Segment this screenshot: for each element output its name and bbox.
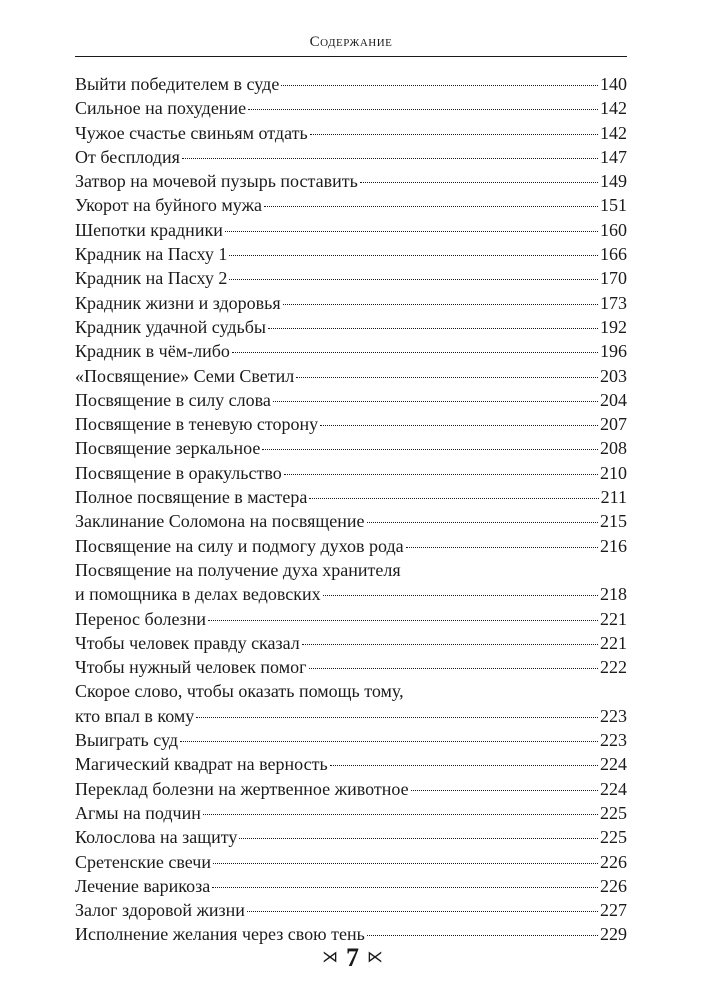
table-of-contents: [75, 72, 627, 947]
dot-leader: [262, 449, 598, 450]
toc-entry: [75, 266, 627, 290]
toc-entry-title: Чтобы нужный человек помог: [75, 657, 307, 678]
toc-entry-title: Колослова на защиту: [75, 827, 238, 848]
toc-entry-page: 224: [600, 754, 627, 775]
toc-entry-line: [75, 898, 627, 922]
toc-entry: [75, 72, 627, 96]
toc-entry-title: и помощника в делах ведовских: [75, 584, 321, 605]
toc-entry: [75, 339, 627, 363]
toc-entry-line: [75, 388, 627, 412]
toc-entry: [75, 242, 627, 266]
toc-entry-title: Переклад болезни на жертвенное животное: [75, 778, 409, 799]
toc-entry: [75, 436, 627, 460]
toc-entry: [75, 121, 627, 145]
toc-entry-line: [75, 72, 627, 96]
toc-entry-page: 147: [600, 146, 627, 167]
toc-entry: [75, 728, 627, 752]
toc-entry-page: 226: [600, 875, 627, 896]
dot-leader: [406, 547, 598, 548]
toc-entry-title: Залог здоровой жизни: [75, 900, 245, 921]
toc-entry: [75, 193, 627, 217]
toc-entry-line: [75, 266, 627, 290]
toc-entry-title: Сретенские свечи: [75, 851, 211, 872]
dot-leader: [225, 231, 598, 232]
dot-leader: [281, 85, 598, 86]
toc-entry-line: [75, 96, 627, 120]
toc-entry-line: [75, 534, 627, 558]
toc-entry-page: 166: [600, 244, 627, 265]
toc-entry-title: Выйти победителем в суде: [75, 74, 280, 94]
toc-entry: [75, 461, 627, 485]
dot-leader: [411, 790, 598, 791]
toc-entry: [75, 801, 627, 825]
toc-entry-page: 226: [600, 851, 627, 872]
toc-entry-line: [75, 193, 627, 217]
toc-entry-page: 142: [600, 98, 627, 119]
toc-entry-line: [75, 169, 627, 193]
toc-entry-line: [75, 364, 627, 388]
toc-entry: [75, 388, 627, 412]
toc-entry-title: Крадник удачной судьбы: [75, 316, 267, 337]
toc-entry-page: 204: [600, 389, 627, 410]
toc-entry-line: [75, 485, 627, 509]
dot-leader: [273, 401, 598, 402]
toc-entry-line: [75, 752, 627, 776]
toc-entry-title: Чтобы человек правду сказал: [75, 632, 300, 653]
toc-entry: [75, 412, 627, 436]
dot-leader: [208, 620, 598, 621]
toc-entry-page: 192: [600, 316, 627, 337]
toc-entry-line: [75, 412, 627, 436]
toc-entry-page: 203: [600, 365, 627, 386]
toc-entry: [75, 777, 627, 801]
toc-entry-line: [75, 631, 627, 655]
dot-leader: [310, 134, 598, 135]
toc-entry-title: «Посвящение» Семи Светил: [75, 365, 295, 386]
toc-entry-title: Посвящение в теневую сторону: [75, 414, 319, 435]
toc-entry-line: [75, 679, 627, 703]
toc-entry: [75, 534, 627, 558]
toc-entry-page: 223: [600, 705, 627, 726]
toc-entry-title: кто впал в кому: [75, 705, 195, 726]
toc-entry-title: Заклинание Соломона на посвящение: [75, 511, 365, 532]
toc-entry-page: 221: [600, 632, 627, 653]
toc-entry-line: [75, 655, 627, 679]
dot-leader: [248, 109, 598, 110]
toc-entry: [75, 607, 627, 631]
toc-entry-page: 222: [600, 657, 627, 678]
toc-entry-title: Чужое счастье свиньям отдать: [75, 122, 308, 143]
toc-entry: [75, 218, 627, 242]
toc-entry-line: [75, 607, 627, 631]
toc-entry-title: От бесплодия: [75, 146, 180, 167]
dot-leader: [268, 328, 598, 329]
toc-entry: [75, 96, 627, 120]
dot-leader: [283, 304, 598, 305]
toc-entry-title: Крадник на Пасху 1: [75, 244, 228, 265]
toc-entry: [75, 509, 627, 533]
toc-entry: [75, 679, 627, 728]
dot-leader: [264, 206, 598, 207]
toc-entry-line: [75, 558, 627, 582]
toc-entry-page: 225: [600, 802, 627, 823]
toc-entry: [75, 752, 627, 776]
dot-leader: [296, 377, 598, 378]
toc-entry-title: Сильное на похудение: [75, 98, 247, 119]
dot-leader: [213, 863, 598, 864]
toc-entry-page: 227: [600, 900, 627, 921]
toc-entry-page: 211: [600, 487, 627, 508]
toc-entry-title: Шепотки крадники: [75, 219, 223, 240]
toc-entry-line: [75, 850, 627, 874]
dot-leader: [247, 911, 598, 912]
toc-entry: [75, 485, 627, 509]
toc-entry-page: 221: [600, 608, 627, 629]
toc-entry-title: Посвящение зеркальное: [75, 438, 261, 459]
toc-entry-title: Посвящение в силу слова: [75, 389, 271, 410]
page-number: 7: [346, 943, 359, 972]
toc-entry: [75, 874, 627, 898]
toc-entry: [75, 850, 627, 874]
toc-entry-title: Перенос болезни: [75, 608, 207, 629]
toc-entry-line: [75, 145, 627, 169]
toc-entry-page: 229: [600, 924, 627, 945]
dot-leader: [360, 182, 598, 183]
toc-entry-page: 196: [600, 341, 627, 362]
dot-leader: [239, 838, 598, 839]
toc-entry-title: Исполнение желания через свою тень: [75, 924, 365, 945]
toc-entry-line: [75, 777, 627, 801]
toc-entry-line: [75, 728, 627, 752]
dot-leader: [320, 425, 598, 426]
toc-entry-page: 216: [600, 535, 627, 556]
toc-entry-title: Посвящение на получение духа хранителя: [75, 559, 401, 580]
toc-entry-page: 207: [600, 414, 627, 435]
toc-entry: [75, 631, 627, 655]
dot-leader: [232, 352, 598, 353]
running-head: Содержание: [309, 34, 393, 50]
toc-entry: [75, 898, 627, 922]
toc-entry-title: Скорое слово, чтобы оказать помощь тому,: [75, 681, 404, 702]
toc-entry: [75, 169, 627, 193]
right-ornament-icon: ⋉: [367, 949, 383, 966]
dot-leader: [309, 668, 599, 669]
toc-entry: [75, 364, 627, 388]
toc-entry-page: 142: [600, 122, 627, 143]
toc-entry-line: [75, 704, 627, 728]
toc-entry-page: 160: [600, 219, 627, 240]
toc-entry-title: Посвящение на силу и подмогу духов рода: [75, 535, 404, 556]
toc-entry-page: 151: [600, 195, 627, 216]
dot-leader: [284, 474, 598, 475]
dot-leader: [229, 279, 598, 280]
toc-entry-page: 208: [600, 438, 627, 459]
left-ornament-icon: ⋊: [322, 949, 338, 966]
toc-entry-title: Затвор на мочевой пузырь поставить: [75, 171, 358, 192]
toc-entry-page: 140: [600, 74, 627, 94]
toc-entry: [75, 291, 627, 315]
toc-entry-line: [75, 874, 627, 898]
toc-entry-title: Выиграть суд: [75, 730, 178, 751]
toc-entry-line: [75, 121, 627, 145]
dot-leader: [203, 814, 598, 815]
toc-entry-page: 173: [600, 292, 627, 313]
toc-entry-line: [75, 218, 627, 242]
toc-entry-line: [75, 825, 627, 849]
dot-leader: [367, 935, 598, 936]
toc-entry-page: 215: [600, 511, 627, 532]
toc-entry-title: Крадник жизни и здоровья: [75, 292, 281, 313]
toc-entry-line: [75, 582, 627, 606]
dot-leader: [180, 741, 598, 742]
toc-entry-page: 225: [600, 827, 627, 848]
toc-entry-title: Магический квадрат на верность: [75, 754, 328, 775]
dot-leader: [302, 644, 598, 645]
toc-entry-line: [75, 509, 627, 533]
toc-entry: [75, 558, 627, 607]
toc-entry-line: [75, 801, 627, 825]
toc-entry-title: Полное посвящение в мастера: [75, 487, 308, 508]
page-folio: [0, 945, 705, 971]
dot-leader: [309, 498, 598, 499]
dot-leader: [212, 887, 598, 888]
toc-entry-line: [75, 461, 627, 485]
toc-entry-line: [75, 339, 627, 363]
toc-entry: [75, 315, 627, 339]
toc-entry-title: Посвящение в оракульство: [75, 462, 282, 483]
toc-entry-title: Агмы на подчин: [75, 802, 201, 823]
dot-leader: [323, 595, 598, 596]
toc-entry-title: Крадник на Пасху 2: [75, 268, 228, 289]
toc-entry-page: 149: [600, 171, 627, 192]
dot-leader: [229, 255, 598, 256]
toc-entry-title: Крадник в чём-либо: [75, 341, 230, 362]
toc-entry-line: [75, 242, 627, 266]
toc-entry-page: 223: [600, 730, 627, 751]
dot-leader: [182, 158, 598, 159]
toc-entry-page: 218: [600, 584, 627, 605]
toc-entry-line: [75, 315, 627, 339]
header-rule: [75, 56, 627, 57]
dot-leader: [196, 717, 598, 718]
toc-entry-page: 224: [600, 778, 627, 799]
toc-entry: [75, 145, 627, 169]
dot-leader: [367, 522, 598, 523]
toc-entry-line: [75, 291, 627, 315]
toc-entry-title: Укорот на буйного мужа: [75, 195, 262, 216]
toc-entry-page: 170: [600, 268, 627, 289]
toc-entry-line: [75, 436, 627, 460]
toc-entry: [75, 655, 627, 679]
toc-entry: [75, 825, 627, 849]
toc-entry-page: 210: [600, 462, 627, 483]
dot-leader: [330, 765, 598, 766]
toc-entry-title: Лечение варикоза: [75, 875, 211, 896]
